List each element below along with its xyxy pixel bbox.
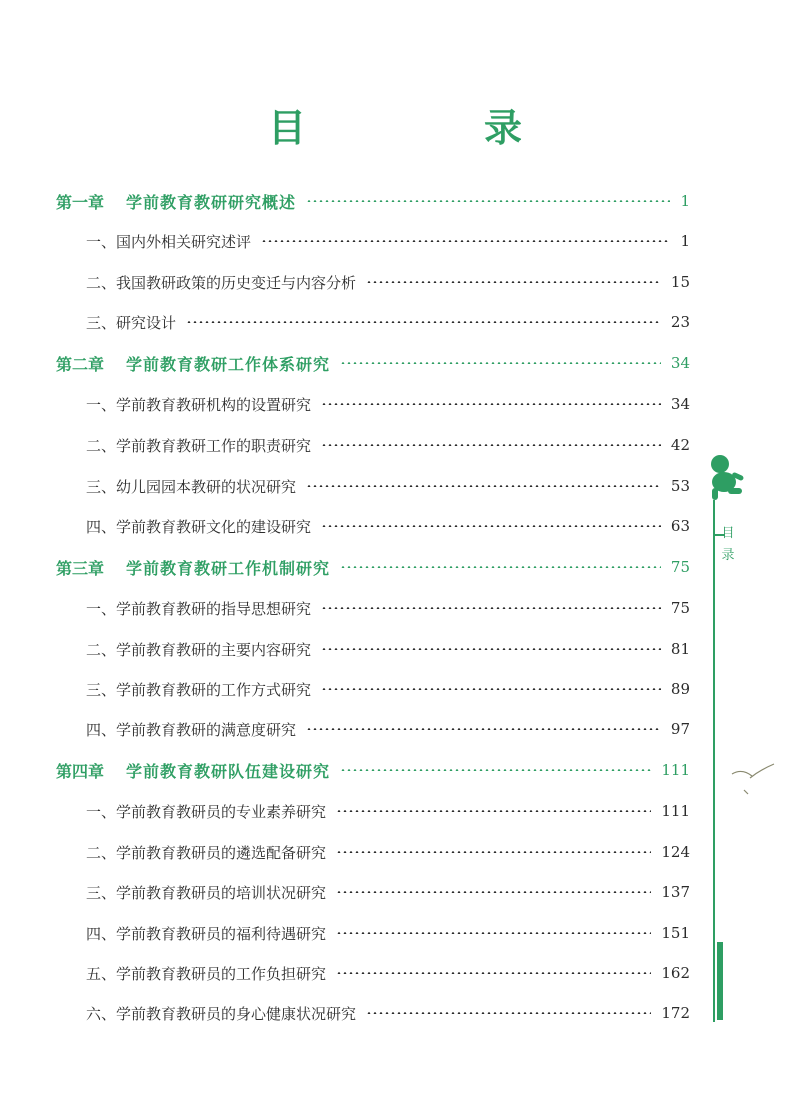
section-label: 一、学前教育教研员的专业素养研究: [86, 802, 327, 821]
page-number: 151: [661, 924, 690, 942]
chapter-number: 第四章: [56, 761, 105, 781]
section-label: 三、幼儿园园本教研的状况研究: [86, 477, 297, 496]
dot-leader: [366, 281, 661, 283]
dot-leader: [340, 769, 651, 771]
section-label: 五、学前教育教研员的工作负担研究: [86, 964, 327, 983]
sketch-mark-icon: [730, 760, 780, 800]
dot-leader: [321, 607, 661, 609]
dot-leader: [261, 240, 670, 242]
dot-leader: [340, 362, 661, 364]
dot-leader: [306, 728, 661, 730]
chapter-title: 学前教育教研工作机制研究: [126, 558, 331, 578]
dot-leader: [321, 525, 661, 527]
crawling-child-icon: [700, 452, 752, 504]
dot-leader: [336, 891, 651, 893]
toc-section-entry[interactable]: [86, 877, 690, 907]
page-number: 172: [661, 1004, 690, 1022]
page-number: 111: [661, 802, 690, 820]
dot-leader: [336, 932, 651, 934]
section-label: 四、学前教育教研文化的建设研究: [86, 517, 312, 536]
toc-chapter-entry[interactable]: [56, 552, 690, 582]
section-label: 三、研究设计: [86, 313, 177, 332]
dot-leader: [366, 1012, 651, 1014]
dot-leader: [306, 200, 670, 202]
section-label: 一、学前教育教研机构的设置研究: [86, 395, 312, 414]
page-number: 42: [670, 436, 690, 454]
section-label: 三、学前教育教研的工作方式研究: [86, 680, 312, 699]
page-number: 75: [670, 558, 690, 576]
chapter-label: [56, 759, 330, 782]
dot-leader: [321, 444, 661, 446]
chapter-label: [56, 352, 330, 375]
section-label: 一、学前教育教研的指导思想研究: [86, 599, 312, 618]
dot-leader: [336, 972, 651, 974]
toc-section-entry[interactable]: [86, 998, 690, 1028]
toc-section-entry[interactable]: [86, 714, 690, 744]
toc-section-entry[interactable]: [86, 796, 690, 826]
page-number: 15: [670, 273, 690, 291]
toc-section-entry[interactable]: [86, 307, 690, 337]
chapter-number: 第二章: [56, 354, 105, 374]
toc-section-entry[interactable]: [86, 593, 690, 623]
toc-section-entry[interactable]: [86, 430, 690, 460]
dot-leader: [336, 851, 651, 853]
toc-chapter-entry[interactable]: [56, 755, 690, 785]
page-number: 1: [680, 192, 690, 210]
toc-chapter-entry[interactable]: [56, 186, 690, 216]
page-number: 111: [661, 761, 690, 779]
chapter-label: [56, 190, 296, 213]
side-rule-bar: [717, 942, 723, 1020]
toc-section-entry[interactable]: [86, 267, 690, 297]
chapter-number: 第三章: [56, 558, 105, 578]
toc-section-entry[interactable]: [86, 837, 690, 867]
section-label: 二、我国教研政策的历史变迁与内容分析: [86, 273, 357, 292]
page-title: 目 录: [267, 105, 592, 150]
page-number: 75: [670, 599, 690, 617]
page-number: 124: [661, 843, 690, 861]
page-number: 23: [670, 313, 690, 331]
toc-section-entry[interactable]: [86, 511, 690, 541]
section-label: 二、学前教育教研员的遴选配备研究: [86, 843, 327, 862]
chapter-label: [56, 556, 330, 579]
toc-section-entry[interactable]: [86, 389, 690, 419]
dot-leader: [306, 485, 661, 487]
toc-section-entry[interactable]: [86, 634, 690, 664]
chapter-title: 学前教育教研研究概述: [126, 192, 297, 212]
dot-leader: [321, 403, 661, 405]
section-label: 二、学前教育教研的主要内容研究: [86, 640, 312, 659]
chapter-title: 学前教育教研工作体系研究: [126, 354, 331, 374]
chapter-title: 学前教育教研队伍建设研究: [126, 761, 331, 781]
page-number: 63: [670, 517, 690, 535]
section-label: 二、学前教育教研工作的职责研究: [86, 436, 312, 455]
section-label: 三、学前教育教研员的培训状况研究: [86, 883, 327, 902]
section-label: 四、学前教育教研员的福利待遇研究: [86, 924, 327, 943]
dot-leader: [340, 566, 661, 568]
dot-leader: [321, 688, 661, 690]
page-number: 34: [670, 354, 690, 372]
page-number: 34: [670, 395, 690, 413]
section-label: 一、国内外相关研究述评: [86, 232, 252, 251]
page-number: 1: [680, 232, 690, 250]
page-number: 53: [670, 477, 690, 495]
side-label-char: 目: [721, 526, 735, 541]
page-number: 137: [661, 883, 690, 901]
dot-leader: [336, 810, 651, 812]
toc-section-entry[interactable]: [86, 918, 690, 948]
toc-section-entry[interactable]: [86, 958, 690, 988]
section-label: 六、学前教育教研员的身心健康状况研究: [86, 1004, 357, 1023]
page-number: 97: [670, 720, 690, 738]
page-number: 89: [670, 680, 690, 698]
page-number: 162: [661, 964, 690, 982]
side-label: [720, 523, 736, 567]
side-label-char: 录: [721, 548, 735, 563]
dot-leader: [321, 648, 661, 650]
section-label: 四、学前教育教研的满意度研究: [86, 720, 297, 739]
toc-section-entry[interactable]: [86, 226, 690, 256]
side-rule: [713, 500, 715, 1022]
toc-chapter-entry[interactable]: [56, 348, 690, 378]
chapter-number: 第一章: [56, 192, 105, 212]
toc-section-entry[interactable]: [86, 674, 690, 704]
dot-leader: [186, 321, 661, 323]
page-number: 81: [670, 640, 690, 658]
toc-section-entry[interactable]: [86, 471, 690, 501]
